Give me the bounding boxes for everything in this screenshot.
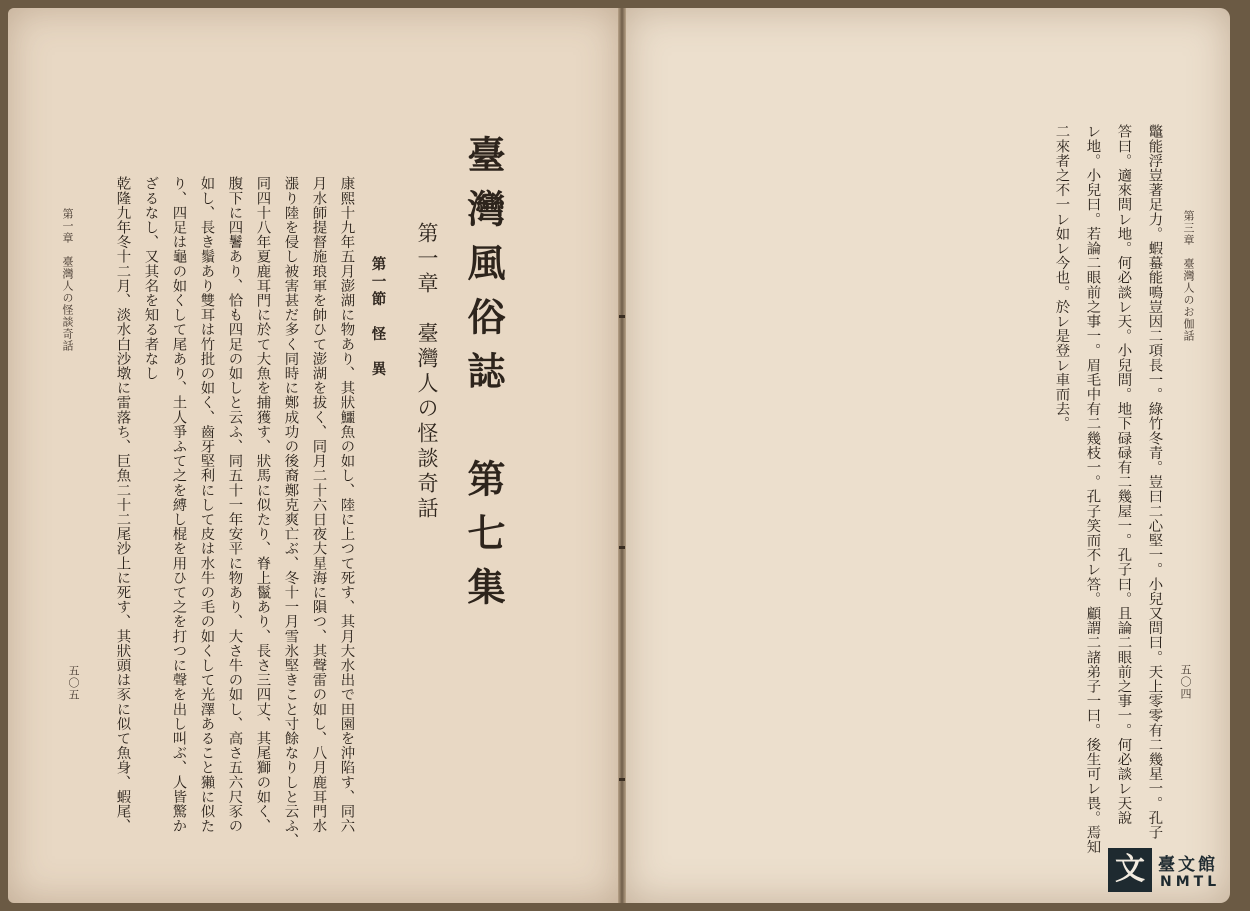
book-title: 臺灣風俗誌 第七集: [461, 135, 506, 621]
logo-name-en: NMTL: [1160, 874, 1221, 890]
page-number: 五〇五: [67, 665, 80, 701]
logo-mark-icon: 文: [1108, 848, 1152, 892]
body-line: 鼈能浮豈著足力。蝦蟇能鳴豈因二項長一。綠竹冬青。豈曰二心堅一。小兒又問曰。天上零零有二幾星一。孔子: [1146, 124, 1163, 840]
binding-stitch: [619, 315, 625, 318]
body-line: レ地。小兒曰。若論二眼前之事一。眉毛中有二幾枝一。孔子笑而不レ答。顧謂二諸弟子一曰。後生可レ畏。焉知: [1084, 124, 1101, 854]
binding-stitch: [619, 778, 625, 781]
body-line: 康熙十九年五月澎湖に物あり、其狀鱷魚の如し、陸に上つて死す、其月大水出で田園を沖陷す、同六: [338, 176, 355, 833]
running-head: 第三章 臺灣人のお伽話: [1182, 210, 1195, 342]
body-line: ざるなし、又其名を知る者なし: [142, 176, 159, 381]
nmtl-logo: [1108, 848, 1236, 898]
section-heading: 第一節 怪 異: [369, 256, 387, 379]
running-head: 第一章 臺灣人の怪談奇話: [61, 208, 74, 352]
binding-stitch: [619, 546, 625, 549]
chapter-heading: 第一章 臺灣人の怪談奇話: [415, 222, 439, 522]
logo-name-zh: 臺文館: [1158, 855, 1218, 875]
body-line: 同四十八年夏鹿耳門に於て大魚を捕獲す、狀馬に似たり、脊上鬣あり、長さ三四丈、其尾獅の如く、: [254, 176, 271, 833]
body-line: 如し、長き鬚あり雙耳は竹批の如く、齒牙堅利にして皮は水牛の毛の如くして光澤あること獺に似た: [198, 176, 215, 833]
book-spine: [618, 8, 626, 903]
right-page: [624, 8, 1230, 903]
body-line: り、四足は龜の如くして尾あり、土人爭ふて之を縛し棍を用ひて之を打つに聲を出し叫ぶ、人皆驚か: [170, 176, 187, 833]
page-number: 五〇四: [1179, 664, 1192, 700]
body-line: 乾隆九年冬十二月、淡水白沙墩に雷落ち、巨魚二十二尾沙上に死す、其狀頭は豕に似て魚身、蝦尾、: [114, 176, 131, 833]
body-line: 答曰。適來問レ地。何必談レ天。小兒問。地下碌碌有二幾屋一。孔子曰。且論二眼前之事一。何必談レ天說: [1115, 124, 1132, 825]
body-line: 二來者之不一レ如レ今也。於レ是登レ車而去。: [1053, 124, 1070, 431]
body-line: 月水師提督施琅軍を帥ひて澎湖を拔く、同月二十六日夜大星海に隕つ、其聲雷の如し、八月鹿耳門水: [310, 176, 327, 833]
body-line: 腹下に四鬐あり、恰も四足の如しと云ふ、同五十一年安平に物あり、大さ牛の如し、高さ五六尺豕の: [226, 176, 243, 833]
body-line: 漲り陸を侵し被害甚だ多く同時に鄭成功の後裔鄭克爽亡ぶ、冬十一月雪氷堅きこと寸餘なりしと云ふ、: [282, 176, 299, 848]
